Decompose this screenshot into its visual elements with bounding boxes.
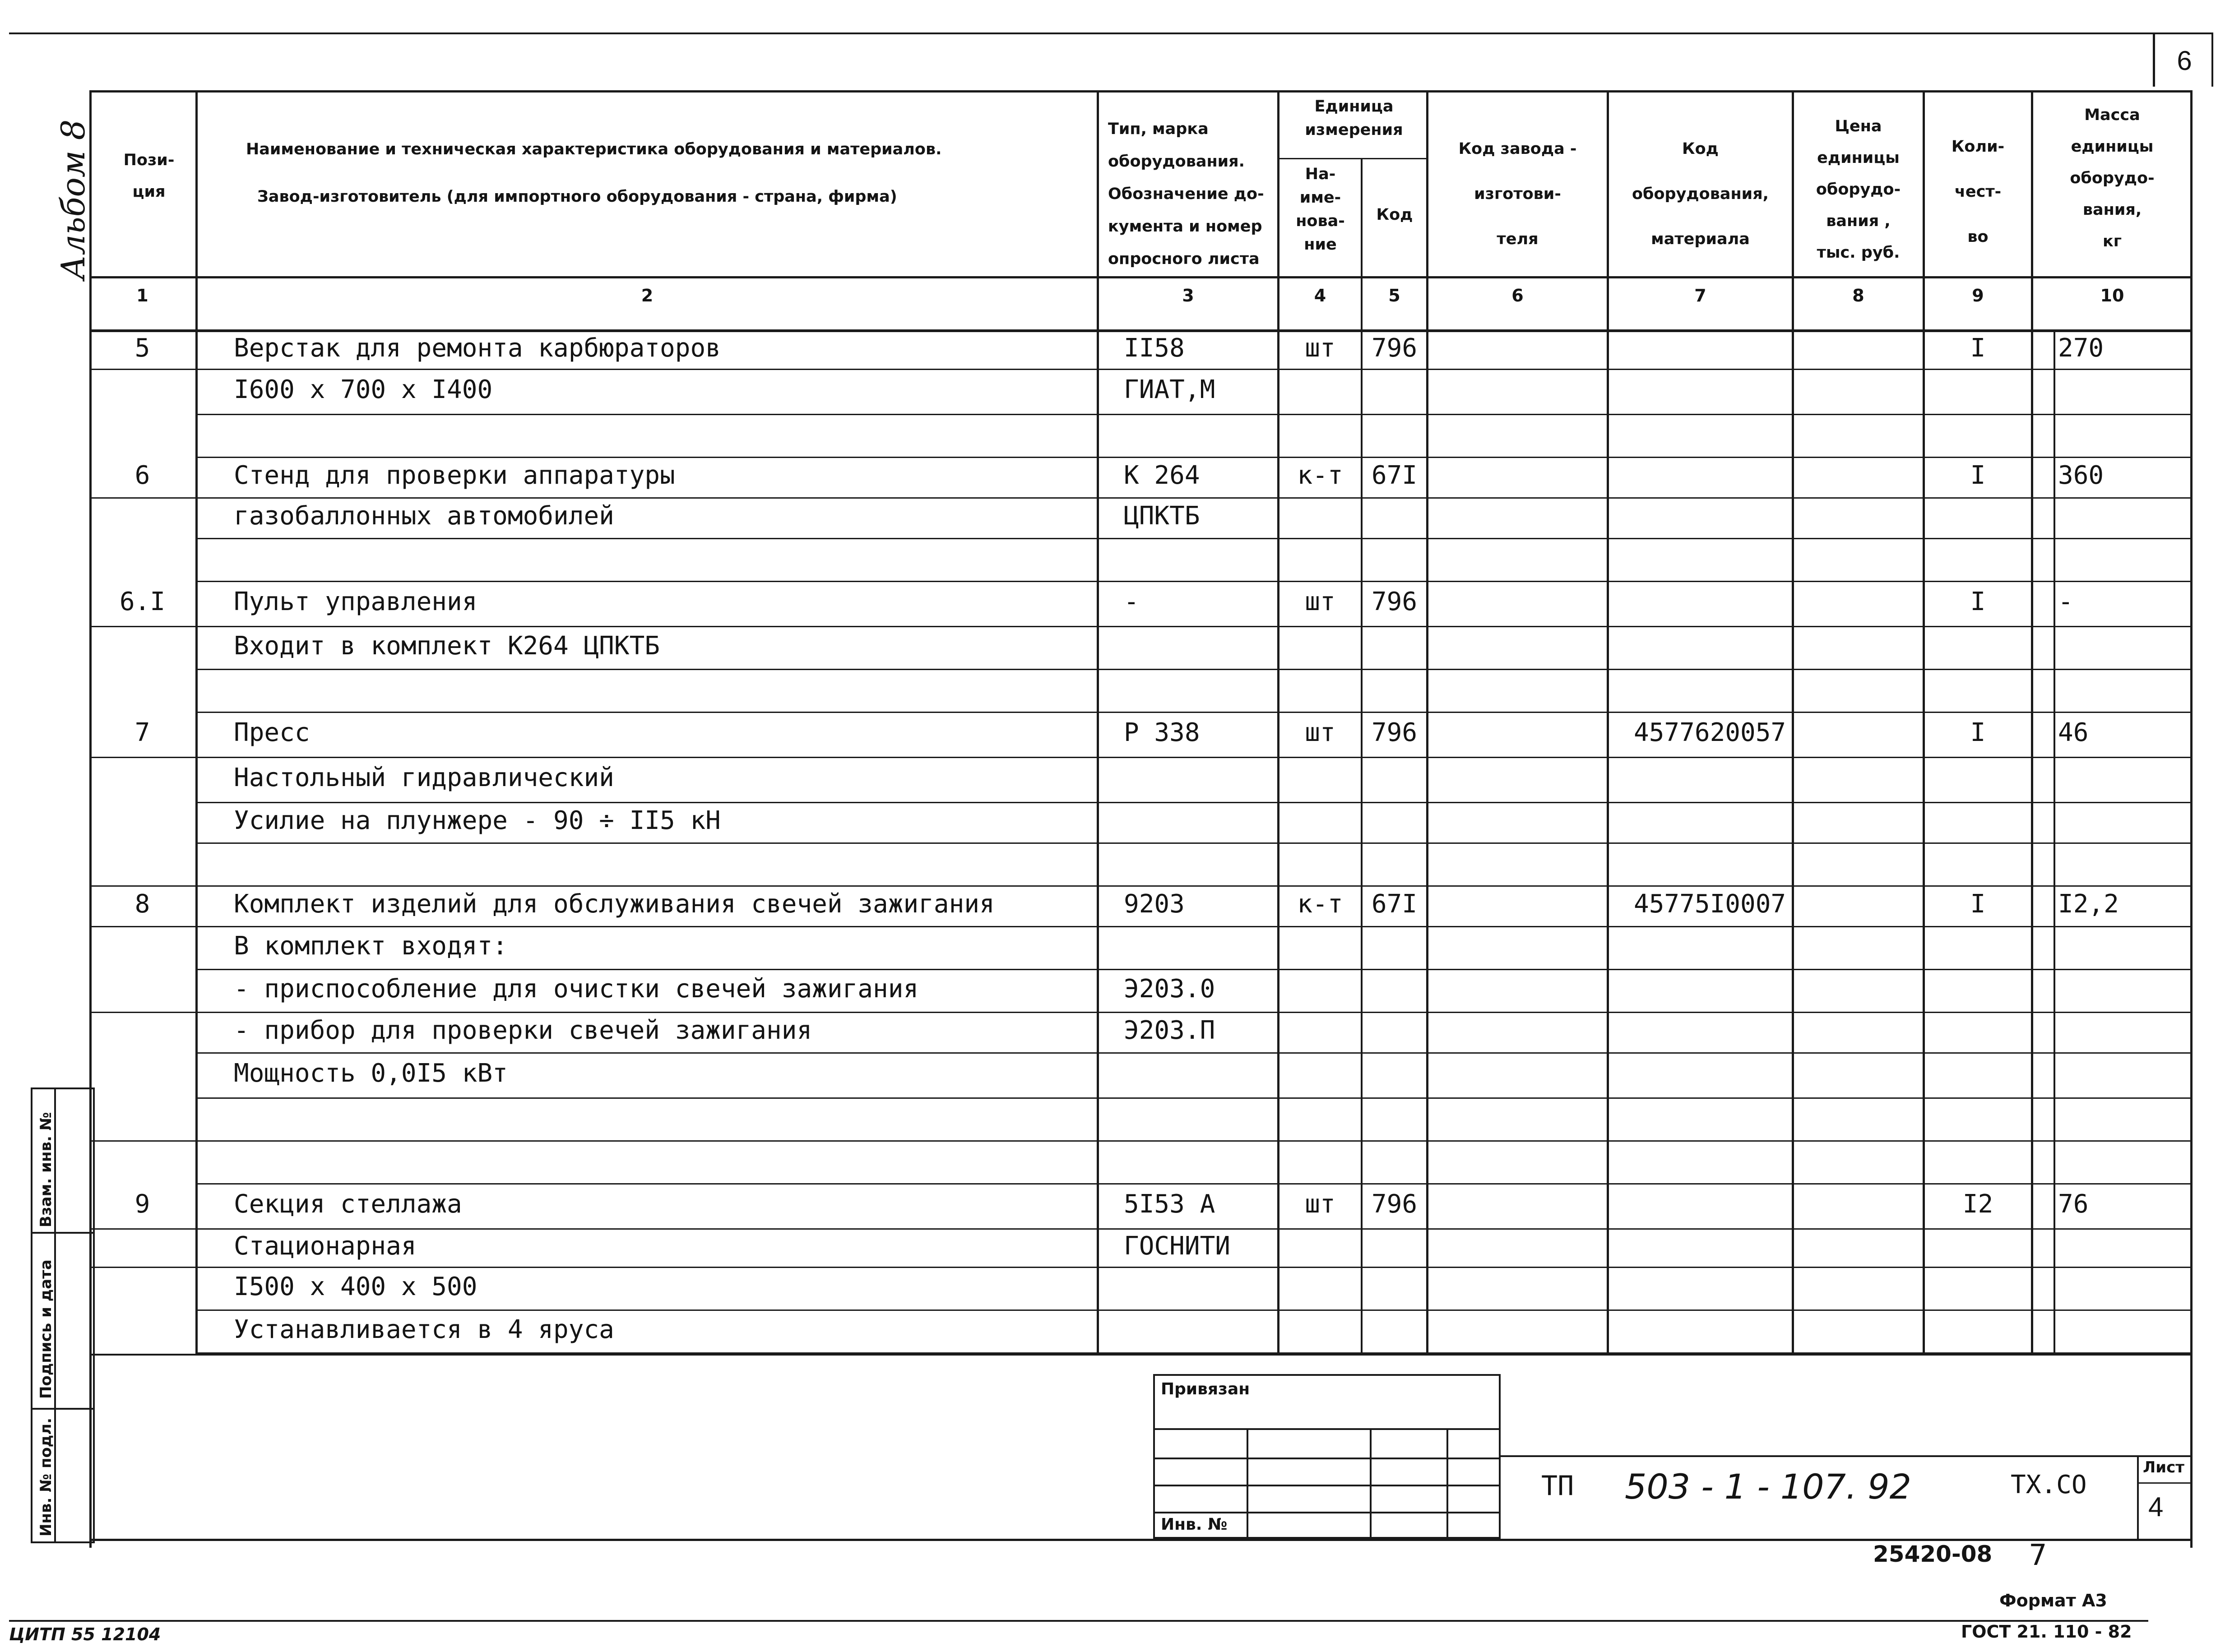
cell-name: I500 x 400 x 500 [234,1272,477,1301]
doc-prefix: ТП [1541,1470,1574,1502]
header-col10-line: вания, [2082,201,2142,219]
cell-name: Усилие на плунжере - 90 ÷ II5 кН [234,806,721,835]
header-col8 [1794,111,1923,268]
header-col4-line: ние [1304,236,1337,254]
header-col3-line: кумента и номер [1108,217,1262,236]
header-col8-line: единицы [1817,149,1900,167]
cell-name: В комплект входят: [234,931,508,961]
cell-position: 9 [134,1189,150,1219]
side-label-inv-podl: Инв. № подл. [37,1417,55,1536]
privyazan-vline-3 [1446,1428,1448,1539]
column-number: 2 [641,286,654,305]
cell-unit: шт [1305,718,1335,747]
cell-code: 796 [1371,333,1418,363]
cell-unit: к-т [1297,461,1343,490]
cell-type: К 264 [1124,461,1200,490]
column-number: 3 [1182,286,1194,305]
cell-mass: 270 [2058,333,2104,363]
header-col3-line: опросного листа [1108,250,1260,268]
cell-type: Р 338 [1124,718,1200,747]
header-col10-line: кг [2102,232,2122,250]
side-label-podpis: Подпись и дата [37,1259,55,1399]
sheet-box-line [2137,1482,2191,1484]
table-row [0,1099,2239,1142]
cell-mass: 76 [2058,1189,2089,1219]
cell-name: - прибор для проверки свечей зажигания [234,1016,812,1045]
table-row [0,670,2239,713]
cell-name: Стенд для проверки аппаратуры [234,461,675,490]
cell-quantity: I [1970,333,1986,363]
cell-code: 796 [1371,1189,1418,1219]
privyazan-block [1153,1374,1501,1539]
cell-type: ГИАТ,М [1124,375,1215,404]
cell-mass: - [2058,587,2073,616]
table-row [0,1142,2239,1185]
cell-position: 8 [134,889,150,919]
table-row [0,803,2239,844]
sheet-number: 4 [2148,1492,2164,1522]
album-label: Альбом 8 [54,119,92,280]
header-col1: Пози-ция [123,151,175,201]
table-row [0,927,2239,970]
bottom-rule [9,1620,2148,1622]
header-col10 [2033,99,2191,257]
table-row [0,1268,2239,1311]
column-number: 5 [1388,286,1400,305]
cell-mass: 46 [2058,718,2089,747]
cell-equipment-code: 4577620057 [1634,718,1786,747]
privyazan-vline-1 [1247,1428,1248,1539]
column-number: 7 [1694,286,1706,305]
cell-type: Э203.0 [1124,974,1215,1004]
cell-mass: I2,2 [2058,889,2119,919]
header-unit-group: Единица измерения [1305,97,1403,139]
header-col3 [1108,113,1275,275]
privyazan-label: Привязан [1161,1380,1250,1398]
cell-name: Стационарная [234,1231,417,1261]
header-col10-line: оборудо- [2070,169,2155,187]
privyazan-line-3 [1153,1485,1501,1486]
format-label: Формат А3 [1999,1591,2107,1610]
header-col7 [1609,126,1792,262]
cell-code: 67I [1371,461,1418,490]
table-row [0,499,2239,539]
cell-type: Э203.П [1124,1016,1215,1045]
header-col7-line: оборудования, [1632,185,1769,203]
header-col9-line: во [1967,228,1989,246]
cell-code: 796 [1371,718,1418,747]
column-number: 10 [2100,286,2124,305]
cell-position: 6 [134,461,150,490]
header-col9-line: чест- [1954,183,2002,201]
title-block-top-line [1501,1455,2191,1457]
copy-sheet: 7 [2029,1539,2047,1572]
header-col3-line: Тип, марка [1108,120,1209,138]
table-row [0,415,2239,458]
table-row [0,1311,2239,1354]
table-row [0,758,2239,803]
header-col8-line: Цена [1835,117,1882,135]
cell-name: Пресс [234,718,310,747]
cell-position: 5 [134,333,150,363]
cell-name: Мощность 0,0I5 кВт [234,1059,508,1088]
page-number-box-right [2211,32,2213,87]
header-col8-line: вания , [1826,212,1891,230]
cell-unit: шт [1305,333,1335,363]
cell-position: 7 [134,718,150,747]
table-row [0,970,2239,1013]
table-row [0,332,2239,370]
table-row [0,1013,2239,1054]
table-row [0,1230,2239,1268]
cell-quantity: I2 [1962,1189,1993,1219]
cell-code: 67I [1371,889,1418,919]
cell-unit: шт [1305,1189,1335,1219]
table-row [0,713,2239,758]
cell-name: Верстак для ремонта карбюраторов [234,333,721,363]
privyazan-line-2 [1153,1458,1501,1459]
cell-position: 6.I [119,587,166,616]
privyazan-line-4 [1153,1512,1501,1513]
side-stamp-line-2 [31,1408,95,1410]
header-col9 [1925,124,2031,259]
cell-name: Настольный гидравлический [234,763,614,792]
copy-number: 25420-08 [1873,1541,1993,1567]
cell-code: 796 [1371,587,1418,616]
column-number: 9 [1972,286,1984,305]
header-col2-line1: Наименование и техническая характеристика оборудования и материалов. [246,140,942,158]
table-row [0,627,2239,670]
header-col4 [1281,162,1360,256]
cell-unit: к-т [1297,889,1343,919]
header-col3-line: Обозначение до- [1108,185,1264,203]
cell-quantity: I [1970,889,1986,919]
table-row [0,1054,2239,1099]
cell-name: I600 x 700 x I400 [234,375,493,404]
column-number: 6 [1511,286,1524,305]
cell-type: II58 [1124,333,1185,363]
cell-type: ГОСНИТИ [1124,1231,1231,1261]
header-col5: Код [1376,206,1413,224]
top-rule [9,32,2211,34]
table-row [0,887,2239,927]
table-row [0,844,2239,887]
cell-quantity: I [1970,718,1986,747]
cell-name: Входит в комплект К264 ЦПКТБ [234,631,660,661]
header-bottom-line [89,276,2193,278]
page-number-box-left [2153,32,2155,87]
page-number: 6 [2177,46,2192,76]
header-col4-line: име- [1299,189,1341,207]
cell-type: 5I53 А [1124,1189,1215,1219]
sheet-label: Лист [2143,1458,2184,1476]
cell-quantity: I [1970,587,1986,616]
header-col9-line: Коли- [1951,138,2005,156]
header-col6-line: Код завода - [1458,140,1577,158]
cell-type: 9203 [1124,889,1185,919]
column-number: 4 [1314,286,1326,305]
header-col8-line: тыс. руб. [1817,244,1900,262]
table-row [0,582,2239,627]
header-col6 [1428,126,1607,262]
doc-number: 503 - 1 - 107. 92 [1625,1467,1911,1507]
cell-unit: шт [1305,587,1335,616]
header-col2-line2: Завод-изготовитель (для импортного оборудования - страна, фирма) [257,188,897,206]
inv-no-label: Инв. № [1161,1515,1228,1534]
unit-group-line [1277,158,1426,159]
gost-label: ГОСТ 21. 110 - 82 [1961,1622,2132,1642]
header-col7-line: материала [1651,230,1750,248]
cell-name: - приспособление для очистки свечей зажигания [234,974,919,1004]
sheet-box-divider [2137,1455,2139,1541]
privyazan-line-1 [1153,1428,1501,1430]
header-col8-line: оборудо- [1816,180,1901,199]
cell-name: Пульт управления [234,587,477,616]
cell-equipment-code: 45775I0007 [1634,889,1786,919]
table-row [0,539,2239,582]
cell-mass: 360 [2058,461,2104,490]
table-row [0,370,2239,415]
column-number: 1 [136,286,148,305]
cell-name: Секция стеллажа [234,1189,462,1219]
body-bottom-line [89,1354,2193,1356]
cell-quantity: I [1970,461,1986,490]
header-col6-line: изготови- [1474,185,1561,203]
table-row [0,1185,2239,1230]
cell-type: - [1124,587,1139,616]
privyazan-vline-2 [1370,1428,1372,1539]
doc-suffix: ТХ.СО [2011,1470,2087,1499]
header-col7-line: Код [1682,140,1719,158]
table-row [0,458,2239,499]
header-col3-line: оборудования. [1108,153,1245,171]
cell-name: Устанавливается в 4 яруса [234,1314,614,1344]
cell-name: газобаллонных автомобилей [234,501,614,531]
header-col10-line: единицы [2071,138,2154,156]
cell-type: ЦПКТБ [1124,501,1200,531]
side-label-vzam: Взам. инв. № [37,1112,55,1227]
header-col6-line: теля [1497,230,1539,248]
header-col10-line: Масса [2084,106,2140,124]
citp-label: ЦИТП 55 12104 [9,1624,161,1644]
cell-name: Комплект изделий для обслуживания свечей зажигания [234,889,995,919]
header-col4-line: нова- [1296,212,1345,230]
column-number: 8 [1852,286,1864,305]
header-col4-line: На- [1305,165,1336,183]
table-top-line [89,90,2193,93]
